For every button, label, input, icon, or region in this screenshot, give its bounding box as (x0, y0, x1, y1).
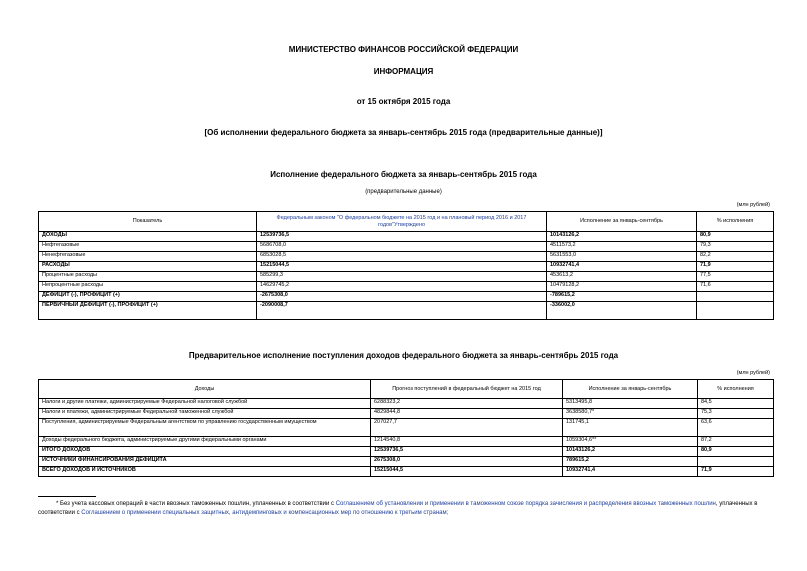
table-cell-label: ПЕРВИЧНЫЙ ДЕФИЦИТ (-), ПРОФИЦИТ (+) (39, 302, 257, 320)
table-cell-percent: 80,9 (698, 447, 774, 457)
table-cell-approved: 12539736,5 (257, 232, 547, 242)
column-header: Исполнение за январь-сентябрь (547, 212, 697, 232)
table-cell-percent: 71,9 (698, 467, 774, 477)
document-subject: [Об исполнении федерального бюджета за январь-сентябрь 2015 года (предварительные данные)] (204, 128, 603, 137)
table-cell-approved: -2090008,7 (257, 302, 547, 320)
table-row (39, 282, 774, 292)
table-cell-percent: 63,6 (698, 419, 774, 437)
table-cell-forecast: 12539736,5 (371, 447, 563, 457)
document-type: ИНФОРМАЦИЯ (373, 67, 434, 76)
table-cell-percent: 71,6 (697, 282, 774, 292)
table-cell-percent (697, 302, 774, 320)
ministry-title: МИНИСТЕРСТВО ФИНАНСОВ РОССИЙСКОЙ ФЕДЕРАЦИИ (288, 45, 519, 54)
table-cell-label: РАСХОДЫ (39, 262, 257, 272)
table-cell-approved: 5686708,0 (257, 242, 547, 252)
footnote-text: , уплаченных в соответствии с (38, 501, 758, 516)
table-cell-approved: 15215044,5 (257, 262, 547, 272)
table-cell-label: Доходы федерального бюджета, администрируемые другими федеральными органами (39, 437, 371, 447)
table-cell-label: Нефтегазовые (39, 242, 257, 252)
table-cell-executed: 5313495,8 (563, 399, 698, 409)
table-row (39, 302, 774, 320)
table-cell-label: ДЕФИЦИТ (-), ПРОФИЦИТ (+) (39, 292, 257, 302)
table-row (39, 447, 774, 457)
table-cell-executed: 1059304,6** (563, 437, 698, 447)
table-row (39, 419, 774, 437)
document-date: от 15 октября 2015 года (356, 97, 451, 106)
table-cell-label: Поступления, администрируемые Федеральным агентством по управлению государственным имуществом (39, 419, 371, 437)
table-cell-forecast: 2675308,0 (371, 457, 563, 467)
table-cell-label: ИТОГО ДОХОДОВ (39, 447, 371, 457)
table-row (39, 457, 774, 467)
table-cell-percent (698, 457, 774, 467)
table-cell-executed: 10479128,2 (547, 282, 697, 292)
table-cell-percent: 84,5 (698, 399, 774, 409)
table-cell-forecast: 207027,7 (371, 419, 563, 437)
table-cell-approved: -2675308,0 (257, 292, 547, 302)
table-cell-approved: 14629745,2 (257, 282, 547, 292)
table-cell-percent: 79,3 (697, 242, 774, 252)
table-row (39, 252, 774, 262)
column-header: Исполнение за январь-сентябрь (563, 380, 698, 399)
column-header[interactable]: Федеральным законом "О федеральном бюджете на 2015 год и на плановый период 2016 и 2017 годов"Утверждено (257, 212, 547, 232)
footnote-divider (38, 496, 96, 497)
table-cell-executed: -789615,2 (547, 292, 697, 302)
table-cell-label: Ненефтегазовые (39, 252, 257, 262)
table1-units: (млн рублей) (736, 202, 770, 208)
table-cell-label: ИСТОЧНИКИ ФИНАНСИРОВАНИЯ ДЕФИЦИТА (39, 457, 371, 467)
table-cell-percent: 75,3 (698, 409, 774, 419)
table-cell-executed: 789615,2 (563, 457, 698, 467)
column-header: Прогноз поступлений в федеральный бюджет на 2015 год (371, 380, 563, 399)
table-cell-percent: 87,2 (698, 437, 774, 447)
footnote-link-protective-measures[interactable]: Соглашением о применении специальных защитных, антидемпинговых и компенсационных мер по отношению к третьим странам; (81, 510, 449, 516)
table-cell-label: Налоги и другие платежи, администрируемые Федеральной налоговой службой (39, 399, 371, 409)
table-row (39, 409, 774, 419)
table-cell-executed: -336002,0 (547, 302, 697, 320)
column-header: Показатель (39, 212, 257, 232)
table-cell-forecast: 1214540,8 (371, 437, 563, 447)
footnote (38, 500, 773, 518)
budget-execution-table (38, 211, 774, 320)
table-cell-executed: 131745,1 (563, 419, 698, 437)
table-cell-executed: 10932741,4 (563, 467, 698, 477)
column-header: Доходы (39, 380, 371, 399)
table-cell-approved: 585299,3 (257, 272, 547, 282)
revenue-forecast-table (38, 379, 774, 477)
table-cell-executed: 3638580,7* (563, 409, 698, 419)
table-cell-forecast: 4829844,8 (371, 409, 563, 419)
column-header: % исполнения (698, 380, 774, 399)
table-cell-percent: 82,2 (697, 252, 774, 262)
footnote-link-customs-agreement[interactable]: Соглашением об установлении и применении в таможенном союзе порядка зачисления и распределения ввозных таможенных пошлин (335, 501, 716, 507)
table-row (39, 272, 774, 282)
table2-title: Предварительное исполнение поступления доходов федерального бюджета за январь-сентябрь 2015 года (188, 351, 619, 360)
table-cell-executed: 10143126,2 (547, 232, 697, 242)
table-cell-label: Непроцентные расходы (39, 282, 257, 292)
table-cell-executed: 4511573,2 (547, 242, 697, 252)
table-cell-executed: 5631553,0 (547, 252, 697, 262)
column-header: % исполнения (697, 212, 774, 232)
table-row (39, 467, 774, 477)
table-row (39, 399, 774, 409)
table-row (39, 437, 774, 447)
table-cell-approved: 6853028,5 (257, 252, 547, 262)
table-cell-percent: 80,9 (697, 232, 774, 242)
table-row (39, 232, 774, 242)
table-row (39, 262, 774, 272)
table-cell-executed: 10143126,2 (563, 447, 698, 457)
table-cell-label: ВСЕГО ДОХОДОВ И ИСТОЧНИКОВ (39, 467, 371, 477)
table-cell-label: Налоги и платежи, администрируемые Федеральной таможенной службой (39, 409, 371, 419)
table-cell-forecast: 15215044,5 (371, 467, 563, 477)
table-cell-forecast: 6288323,2 (371, 399, 563, 409)
table-cell-label: ДОХОДЫ (39, 232, 257, 242)
table1-subtitle: (предварительные данные) (365, 189, 442, 195)
table-row (39, 292, 774, 302)
table2-units: (млн рублей) (736, 370, 770, 376)
table-row (39, 242, 774, 252)
table-cell-percent: 77,5 (697, 272, 774, 282)
table-cell-percent (697, 292, 774, 302)
table-cell-executed: 453613,2 (547, 272, 697, 282)
table1-title: Исполнение федерального бюджета за январь-сентябрь 2015 года (270, 170, 537, 179)
footnote-text: * Без учета кассовых операций в части ввозных таможенных пошлин, уплаченных в соответствии с (56, 501, 336, 507)
table-cell-executed: 10932741,4 (547, 262, 697, 272)
table-cell-percent: 71,9 (697, 262, 774, 272)
table-cell-label: Процентные расходы (39, 272, 257, 282)
